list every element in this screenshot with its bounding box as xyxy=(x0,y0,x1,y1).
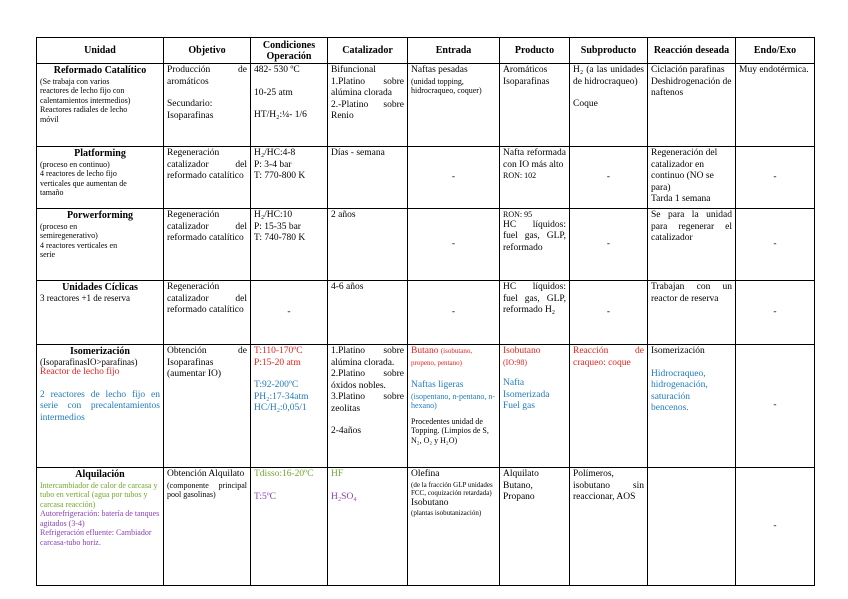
producto-text: Alquilato xyxy=(503,469,539,479)
producto-note: (IO:98) xyxy=(503,357,527,367)
endo-exo-cell: - xyxy=(736,468,815,586)
header-producto: Producto xyxy=(500,38,570,64)
condicion-text: PH₂:17-34atm xyxy=(254,391,309,402)
condicion-text: HC/H₂:0,05/1 xyxy=(254,403,307,413)
producto-text: Isobutano xyxy=(503,346,541,356)
producto-cell xyxy=(500,147,570,209)
unit-title: Unidades Cíclicas xyxy=(62,282,138,293)
unit-desc-line: calentamientos intermedios) xyxy=(40,95,131,105)
reaccion-text: Deshidrogenación de naftenos xyxy=(651,76,732,98)
unit-desc-line: Refrigeración efluente: Cambiador carcasa-tubo horiz. xyxy=(40,528,152,547)
entrada-cell: - xyxy=(408,147,500,209)
entrada-text xyxy=(411,346,496,369)
catalizador-text: 1.Platino sobre alúmina clorada. xyxy=(331,346,404,368)
catalizador-text: H₂SO₄ xyxy=(331,491,357,502)
reaccion-text: Hidrocraqueo, xyxy=(651,368,706,379)
entrada-cell: - xyxy=(408,209,500,281)
producto-text: Isoparafinas xyxy=(503,76,550,87)
condicion-text: T:92-200ºC xyxy=(254,380,299,390)
entrada-text: Naftas ligeras xyxy=(411,380,464,390)
objetivo-text: Obtención Alquilato xyxy=(167,469,245,479)
unidad-cell xyxy=(37,209,164,281)
producto-text: Butano, xyxy=(503,480,533,491)
entrada-note: Procedentes unidad de Topping. (Limpios de S, N₂, O₂ y H₂O) xyxy=(411,416,489,445)
producto-cell xyxy=(500,64,570,147)
subproducto-cell: - xyxy=(570,147,648,209)
unit-desc-line: semiregenerativo) xyxy=(40,231,98,240)
unidad-cell xyxy=(37,64,164,147)
catalizador-text: 2-4años xyxy=(331,426,362,436)
unit-desc-line: reactores de lecho fijo con xyxy=(40,86,125,95)
catalizador-text: HF xyxy=(331,469,344,479)
unit-desc-line: (proceso en xyxy=(40,221,78,231)
condiciones-cell xyxy=(251,64,328,147)
unit-desc-line: Reactores radiales de lecho xyxy=(40,105,128,114)
entrada-note: (isopentano, n-pentano, n-hexano) xyxy=(411,391,495,410)
header-entrada: Entrada xyxy=(408,38,500,64)
header-catalizador: Catalizador xyxy=(328,38,408,64)
condicion-text: T: 770-800 K xyxy=(254,171,306,181)
catalizador-cell xyxy=(328,345,408,468)
subproducto-cell: - xyxy=(570,209,648,281)
producto-text: Nafta reformada con IO más alto xyxy=(503,148,566,170)
reaccion-cell xyxy=(648,468,736,586)
reaccion-cell xyxy=(648,64,736,147)
condicion-text: T:5ºC xyxy=(254,491,277,502)
unidad-cell xyxy=(37,345,164,468)
catalizador-text: 1.Platino sobre alúmina clorada xyxy=(331,76,404,98)
unit-desc-line: Intercambiador de calor de carcasa y tubo en vertical (agua por tubos y carcasa reacción) xyxy=(40,480,158,509)
unit-desc-line: (proceso en continuo) xyxy=(40,159,110,169)
process-table xyxy=(36,37,815,586)
entrada-cell: - xyxy=(408,281,500,345)
objetivo-note: (componente principal pool gasolinas) xyxy=(167,480,247,499)
reaccion-text: saturación xyxy=(651,391,691,402)
unit-title: Alquilación xyxy=(75,469,125,480)
reaccion-text: bencenos. xyxy=(651,403,689,413)
catalizador-cell xyxy=(328,468,408,586)
reaccion-text: Regeneración del catalizador en continuo (NO se para) xyxy=(651,148,718,193)
reaccion-cell: Se para la unidad para regenerar el catalizador xyxy=(648,209,736,281)
condicion-text: P: 15-35 bar xyxy=(254,221,301,232)
unit-title: Platforming xyxy=(74,148,126,159)
condicion-text: H₂/HC:10 xyxy=(254,210,293,220)
condicion-text: HT/H₂:¼- 1/6 xyxy=(254,110,307,120)
objetivo-cell: Obtención de Isoparafinas (aumentar IO) xyxy=(164,345,251,468)
header-subproducto: Subproducto xyxy=(570,38,648,64)
row-ciclicas xyxy=(37,281,815,345)
header-row xyxy=(37,38,815,64)
subproducto-text: H₂ (a las unidades de hidrocraqueo) xyxy=(573,65,644,87)
unit-title: Porwerforming xyxy=(66,210,134,221)
unit-desc-line: Autorefrigeración: batería de tanques agitados (3-4) xyxy=(40,509,160,528)
condiciones-cell xyxy=(251,468,328,586)
subproducto-text: Coque xyxy=(573,99,598,109)
objetivo-cell: Regeneración catalizador del reformado catalítico xyxy=(164,209,251,281)
catalizador-text: Bifuncional xyxy=(331,65,376,75)
entrada-note: (de la fracción GLP unidades FCC, coquización retardada) xyxy=(411,480,493,497)
reaccion-cell xyxy=(648,345,736,468)
condicion-text: T: 740-780 K xyxy=(254,233,306,243)
endo-exo-cell: - xyxy=(736,345,815,468)
entrada-cell xyxy=(408,64,500,147)
reaccion-cell xyxy=(648,147,736,209)
unit-desc-line: 4 reactores verticales en xyxy=(40,240,118,250)
objetivo-text: Secundario: Isoparafinas xyxy=(167,99,214,121)
row-isomerizacion xyxy=(37,345,815,468)
endo-exo-cell: Muy endotérmica. xyxy=(736,64,815,147)
objetivo-cell xyxy=(164,468,251,586)
unit-desc-line: 2 reactores de lecho fijo en serie con precalentamientos intermedios xyxy=(40,389,160,423)
catalizador-text: 2.Platino sobre óxidos nobles. xyxy=(331,369,404,391)
producto-text: Propano xyxy=(503,492,535,502)
catalizador-text: 3.Platino sobre zeolitas xyxy=(331,392,404,414)
header-endo-exo: Endo/Exo xyxy=(736,38,815,64)
condicion-text: P: 3-4 bar xyxy=(254,159,292,170)
catalizador-cell xyxy=(328,64,408,147)
unidad-cell xyxy=(37,281,164,345)
unidad-cell xyxy=(37,468,164,586)
row-reformado xyxy=(37,64,815,147)
producto-cell: HC líquidos: fuel gas, GLP, reformado H₂ xyxy=(500,281,570,345)
entrada-cell xyxy=(408,345,500,468)
condicion-text: 482- 530 ºC xyxy=(254,65,300,75)
producto-text: Nafta xyxy=(503,378,525,388)
unit-desc-line: móvil xyxy=(40,114,59,124)
entrada-text: Naftas pesadas xyxy=(411,65,468,75)
unidad-cell xyxy=(37,147,164,209)
objetivo-cell xyxy=(164,64,251,147)
objetivo-cell: Regeneración catalizador del reformado catalítico xyxy=(164,281,251,345)
row-alquilacion xyxy=(37,468,815,586)
condiciones-cell xyxy=(251,147,328,209)
catalizador-cell: 4-6 años xyxy=(328,281,408,345)
unit-title: Reformado Catalítico xyxy=(53,65,147,76)
unit-desc-line: 4 reactores de lecho fijo xyxy=(40,169,117,178)
reaccion-cell: Trabajan con un reactor de reserva xyxy=(648,281,736,345)
header-reaccion: Reacción deseada xyxy=(648,38,736,64)
unit-desc-line: Reactor de lecho fijo xyxy=(40,367,120,377)
unit-desc-line: verticales que aumentan de xyxy=(40,178,127,188)
endo-exo-cell: - xyxy=(736,147,815,209)
endo-exo-cell: - xyxy=(736,281,815,345)
condiciones-cell xyxy=(251,209,328,281)
condicion-text: H₂/HC:4-8 xyxy=(254,148,296,158)
subproducto-cell: Reacción de craqueo: coque xyxy=(570,345,648,468)
entrada-text: Olefina xyxy=(411,469,440,479)
producto-text: Fuel gas xyxy=(503,401,535,411)
reaccion-text: hidrogenación, xyxy=(651,380,708,390)
header-condiciones: Condiciones Operación xyxy=(251,38,328,64)
row-porwerforming xyxy=(37,209,815,281)
entrada-note: (unidad topping, hidrocraqueo, coquer) xyxy=(411,76,482,95)
header-unidad: Unidad xyxy=(37,38,164,64)
producto-text: Aromáticos xyxy=(503,65,548,75)
unit-desc-line: (IsoparafinasIO>parafinas) xyxy=(40,356,138,367)
entrada-text: Isobutano xyxy=(411,497,449,508)
producto-text: Isomerizada xyxy=(503,389,550,400)
unit-desc-line: tamaño xyxy=(40,188,64,197)
endo-exo-cell: - xyxy=(736,209,815,281)
condicion-text: Tdisso:16-20ºC xyxy=(254,469,314,479)
header-objetivo: Objetivo xyxy=(164,38,251,64)
producto-note: RON: 95 xyxy=(503,210,533,219)
reaccion-text: Ciclación parafinas xyxy=(651,65,725,75)
catalizador-text: 2.-Platino sobre Renio xyxy=(331,99,404,121)
unit-desc-line: serie xyxy=(40,250,56,259)
condiciones-cell: - xyxy=(251,281,328,345)
row-platforming xyxy=(37,147,815,209)
unit-desc-line: (Se trabaja con varios xyxy=(40,76,110,86)
entrada-name: Butano xyxy=(411,346,439,356)
reaccion-text: Tarda 1 semana xyxy=(651,194,711,204)
producto-text: HC líquidos: fuel gas, GLP, reformado xyxy=(503,219,566,253)
producto-note: RON: 102 xyxy=(503,171,537,180)
entrada-cell xyxy=(408,468,500,586)
condicion-text: P:15-20 atm xyxy=(254,357,301,368)
producto-cell xyxy=(500,345,570,468)
entrada-note: (plantas isobutanización) xyxy=(411,509,482,517)
objetivo-cell: Regeneración catalizador del reformado catalítico xyxy=(164,147,251,209)
unit-title: Isomerización xyxy=(70,346,130,357)
catalizador-cell: 2 años xyxy=(328,209,408,281)
catalizador-cell: Días - semana xyxy=(328,147,408,209)
subproducto-cell: Polímeros, isobutano sin reaccionar, AOS xyxy=(570,468,648,586)
condiciones-cell xyxy=(251,345,328,468)
subproducto-cell xyxy=(570,64,648,147)
subproducto-cell: - xyxy=(570,281,648,345)
producto-cell xyxy=(500,209,570,281)
producto-cell xyxy=(500,468,570,586)
condicion-text: T:110-170ºC xyxy=(254,346,303,356)
condicion-text: 10-25 atm xyxy=(254,87,293,98)
entrada-note: (isobutano, propeno, pentano) xyxy=(411,347,473,367)
objetivo-text: Producción de aromáticos xyxy=(167,65,247,87)
unit-desc-line: 3 reactores +1 de reserva xyxy=(40,292,131,303)
reaccion-text: Isomerización xyxy=(651,346,705,356)
